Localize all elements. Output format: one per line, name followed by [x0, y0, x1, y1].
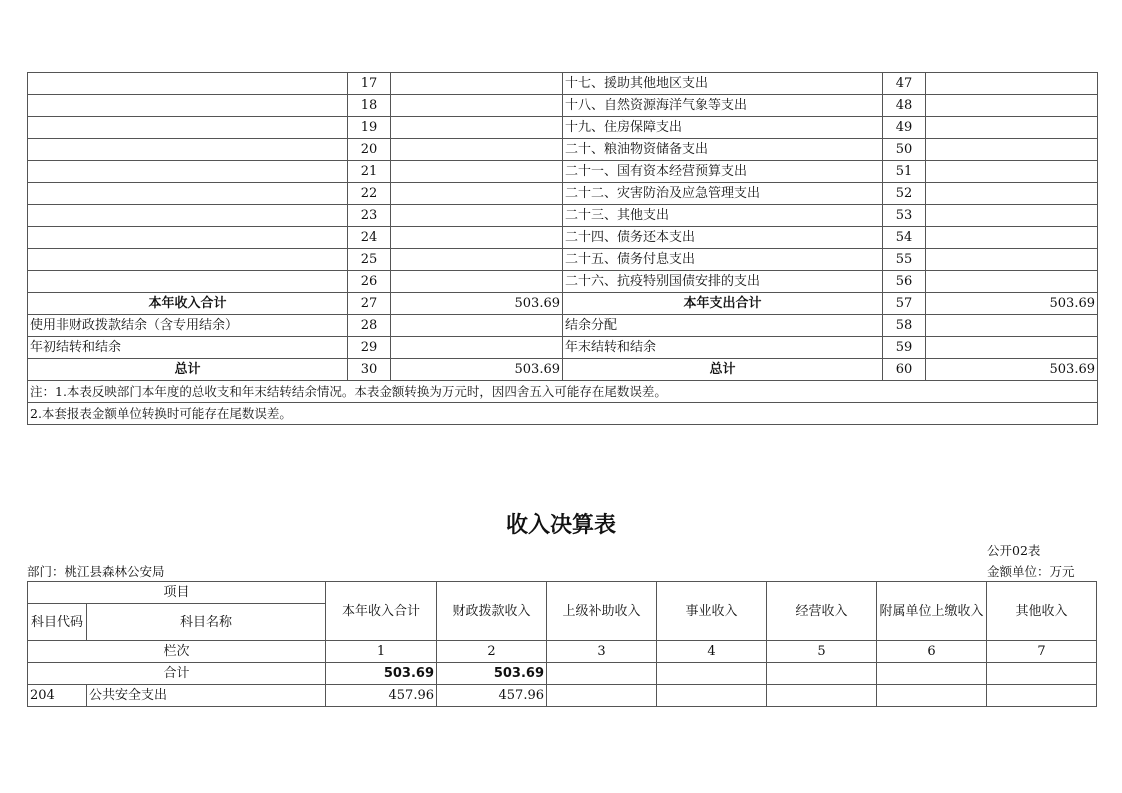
- expense-line-number: 59: [883, 337, 926, 359]
- expense-amount: [926, 337, 1098, 359]
- expense-amount: [926, 205, 1098, 227]
- income-item-label: [28, 205, 348, 227]
- income-line-number: 28: [348, 315, 391, 337]
- income-item-label: [28, 271, 348, 293]
- total-value: [547, 663, 657, 685]
- column-number: 6: [877, 641, 987, 663]
- header-name: 科目名称: [87, 604, 326, 641]
- expense-item-label: 二十六、抗疫特别国债安排的支出: [563, 271, 883, 293]
- expense-amount: 503.69: [926, 293, 1098, 315]
- note-row: [28, 403, 1098, 425]
- column-number: 2: [437, 641, 547, 663]
- table-row: [28, 139, 1098, 161]
- income-line-number: 24: [348, 227, 391, 249]
- expense-item-label: 二十、粮油物资储备支出: [563, 139, 883, 161]
- row-value: 457.96: [326, 685, 437, 707]
- income-line-number: 26: [348, 271, 391, 293]
- expense-amount: [926, 73, 1098, 95]
- income-amount: 503.69: [391, 293, 563, 315]
- total-value: [657, 663, 767, 685]
- income-line-number: 23: [348, 205, 391, 227]
- table-note: 2.本套报表金额单位转换时可能存在尾数误差。: [28, 403, 1098, 425]
- col-header: 财政拨款收入: [437, 582, 547, 641]
- col-header: 附属单位上缴收入: [877, 582, 987, 641]
- expense-amount: 503.69: [926, 359, 1098, 381]
- income-amount: [391, 183, 563, 205]
- row-value: [657, 685, 767, 707]
- column-number: 4: [657, 641, 767, 663]
- expense-item-label: 二十一、国有资本经营预算支出: [563, 161, 883, 183]
- expense-line-number: 55: [883, 249, 926, 271]
- row-value: [877, 685, 987, 707]
- income-line-number: 20: [348, 139, 391, 161]
- header-code: 科目代码: [28, 604, 87, 641]
- table-row: [28, 271, 1098, 293]
- expense-item-label: 十七、援助其他地区支出: [563, 73, 883, 95]
- income-line-number: 17: [348, 73, 391, 95]
- expense-amount: [926, 183, 1098, 205]
- note-row: [28, 381, 1098, 403]
- expense-item-label: 结余分配: [563, 315, 883, 337]
- expense-line-number: 49: [883, 117, 926, 139]
- expense-amount: [926, 117, 1098, 139]
- income-table: [27, 581, 1097, 707]
- income-item-label: [28, 95, 348, 117]
- col-header: 上级补助收入: [547, 582, 657, 641]
- total-value: [877, 663, 987, 685]
- total-label: 合计: [28, 663, 326, 685]
- table-row: [28, 183, 1098, 205]
- col-header: 本年收入合计: [326, 582, 437, 641]
- expense-amount: [926, 227, 1098, 249]
- col-header: 经营收入: [767, 582, 877, 641]
- column-number: 5: [767, 641, 877, 663]
- expense-item-label: 本年支出合计: [563, 293, 883, 315]
- table-row: [28, 685, 1097, 707]
- expense-item-label: 二十三、其他支出: [563, 205, 883, 227]
- expense-line-number: 56: [883, 271, 926, 293]
- expense-amount: [926, 95, 1098, 117]
- form-number: 公开02表: [987, 543, 1041, 558]
- income-amount: [391, 337, 563, 359]
- income-line-number: 22: [348, 183, 391, 205]
- unit-label: 金额单位：万元: [987, 564, 1075, 579]
- table-row: [28, 249, 1098, 271]
- expense-item-label: 二十二、灾害防治及应急管理支出: [563, 183, 883, 205]
- column-number: 3: [547, 641, 657, 663]
- income-amount: [391, 95, 563, 117]
- expense-item-label: 总计: [563, 359, 883, 381]
- total-value: 503.69: [437, 663, 547, 685]
- income-item-label: 总计: [28, 359, 348, 381]
- expense-amount: [926, 315, 1098, 337]
- expense-line-number: 51: [883, 161, 926, 183]
- col-header: 其他收入: [987, 582, 1097, 641]
- income-line-number: 27: [348, 293, 391, 315]
- table-row: [28, 359, 1098, 381]
- expense-line-number: 58: [883, 315, 926, 337]
- table-row: [28, 117, 1098, 139]
- expense-line-number: 54: [883, 227, 926, 249]
- income-item-label: [28, 249, 348, 271]
- expense-item-label: 二十四、债务还本支出: [563, 227, 883, 249]
- income-line-number: 21: [348, 161, 391, 183]
- expense-line-number: 57: [883, 293, 926, 315]
- income-item-label: [28, 139, 348, 161]
- income-item-label: [28, 227, 348, 249]
- expense-amount: [926, 249, 1098, 271]
- table-note: 注：1.本表反映部门本年度的总收支和年末结转结余情况。本表金额转换为万元时，因四舍五入可能存在尾数误差。: [28, 381, 1098, 403]
- income-amount: [391, 227, 563, 249]
- income-item-label: [28, 161, 348, 183]
- table-row: [28, 161, 1098, 183]
- column-number-label: 栏次: [28, 641, 326, 663]
- income-item-label: [28, 183, 348, 205]
- income-line-number: 25: [348, 249, 391, 271]
- expense-line-number: 60: [883, 359, 926, 381]
- table-row: [28, 205, 1098, 227]
- income-amount: [391, 161, 563, 183]
- expense-line-number: 48: [883, 95, 926, 117]
- total-value: 503.69: [326, 663, 437, 685]
- expense-line-number: 47: [883, 73, 926, 95]
- income-line-number: 19: [348, 117, 391, 139]
- income-amount: [391, 249, 563, 271]
- table-row: [28, 315, 1098, 337]
- row-value: [547, 685, 657, 707]
- income-line-number: 30: [348, 359, 391, 381]
- table-row: [28, 73, 1098, 95]
- income-amount: [391, 117, 563, 139]
- row-value: [767, 685, 877, 707]
- header-item: 项目: [28, 582, 326, 604]
- income-amount: [391, 315, 563, 337]
- expense-summary-table: [27, 72, 1098, 425]
- income-amount: [391, 205, 563, 227]
- expense-item-label: 年末结转和结余: [563, 337, 883, 359]
- subject-name: 公共安全支出: [87, 685, 326, 707]
- row-value: [987, 685, 1097, 707]
- column-number: 1: [326, 641, 437, 663]
- income-amount: [391, 271, 563, 293]
- table-row: [28, 293, 1098, 315]
- expense-amount: [926, 271, 1098, 293]
- total-value: [767, 663, 877, 685]
- income-amount: [391, 73, 563, 95]
- column-number: 7: [987, 641, 1097, 663]
- table-row: [28, 95, 1098, 117]
- department-label: 部门：桃江县森林公安局: [27, 564, 165, 579]
- expense-item-label: 十九、住房保障支出: [563, 117, 883, 139]
- expense-line-number: 50: [883, 139, 926, 161]
- total-value: [987, 663, 1097, 685]
- expense-item-label: 二十五、债务付息支出: [563, 249, 883, 271]
- subject-code: 204: [28, 685, 87, 707]
- table-row: [28, 227, 1098, 249]
- expense-line-number: 52: [883, 183, 926, 205]
- income-item-label: [28, 73, 348, 95]
- col-header: 事业收入: [657, 582, 767, 641]
- income-line-number: 18: [348, 95, 391, 117]
- income-item-label: [28, 117, 348, 139]
- income-item-label: 年初结转和结余: [28, 337, 348, 359]
- expense-amount: [926, 139, 1098, 161]
- income-item-label: 使用非财政拨款结余（含专用结余）: [28, 315, 348, 337]
- income-amount: [391, 139, 563, 161]
- expense-amount: [926, 161, 1098, 183]
- expense-item-label: 十八、自然资源海洋气象等支出: [563, 95, 883, 117]
- expense-line-number: 53: [883, 205, 926, 227]
- page-title: 收入决算表: [505, 513, 616, 538]
- table-row: [28, 337, 1098, 359]
- income-item-label: 本年收入合计: [28, 293, 348, 315]
- income-line-number: 29: [348, 337, 391, 359]
- row-value: 457.96: [437, 685, 547, 707]
- income-amount: 503.69: [391, 359, 563, 381]
